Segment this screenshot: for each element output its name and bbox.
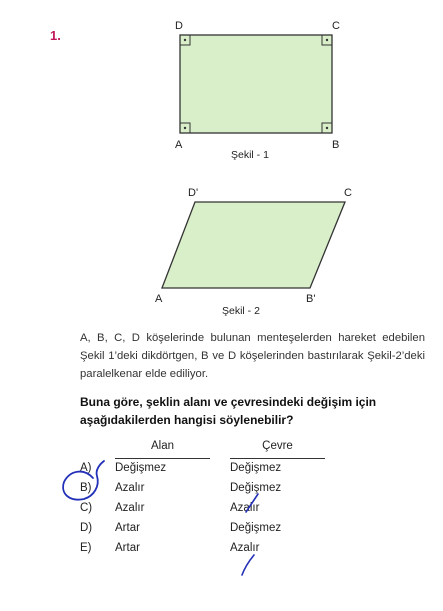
figure-2-parallelogram [155, 187, 352, 317]
option-cevre-value: Azalır [230, 542, 260, 554]
vertex-label-d-prime: D' [188, 187, 199, 199]
column-rule-cevre [230, 458, 325, 459]
vertex-label-a: A [155, 293, 163, 305]
option-letter: D) [80, 522, 93, 534]
option-cevre-value: Değişmez [230, 482, 282, 494]
option-alan-value: Artar [115, 542, 140, 554]
option-alan-value: Azalır [115, 502, 145, 514]
option-a[interactable] [80, 462, 340, 480]
question-text: A, B, C, D köşelerinde bulunan menteşelerden hareket edebilen Şekil 1’deki dikdörtgen, B ve D köşelerinden bastırılarak Şekil-2’deki paralelkenar elde ediliyor. [80, 332, 425, 380]
column-header-alan: Alan [150, 440, 175, 452]
question-number: 1. [50, 28, 61, 43]
vertex-label-d: D [175, 20, 183, 32]
vertex-label-c: C [332, 20, 340, 32]
question-prompt: Buna göre, şeklin alanı ve çevresindeki değişim için aşağıdakilerden hangisi söylenebilir? [80, 395, 377, 427]
option-letter: E) [80, 542, 92, 554]
option-d[interactable] [80, 522, 340, 540]
option-cevre-value: Azalır [230, 502, 260, 514]
option-b[interactable] [80, 482, 340, 500]
figure-1-rectangle [175, 20, 340, 161]
option-cevre-value: Değişmez [230, 522, 282, 534]
option-alan-value: Artar [115, 522, 140, 534]
vertex-label-c: C [344, 187, 352, 199]
vertex-label-a: A [175, 139, 183, 151]
option-cevre-value: Değişmez [230, 462, 282, 474]
rectangle-shape [180, 35, 332, 133]
option-alan-value: Değişmez [115, 462, 167, 474]
option-letter: B) [80, 482, 92, 494]
option-letter: A) [80, 462, 92, 474]
vertex-label-b-prime: B' [306, 293, 316, 305]
figure-1-caption: Şekil - 1 [231, 149, 269, 161]
figure-2-caption: Şekil - 2 [222, 305, 260, 317]
option-letter: C) [80, 502, 93, 514]
option-alan-value: Azalır [115, 482, 145, 494]
column-header-cevre: Çevre [262, 440, 293, 452]
column-rule-alan [115, 458, 210, 459]
parallelogram-shape [162, 202, 345, 288]
option-c[interactable] [80, 502, 340, 520]
vertex-label-b: B [332, 139, 340, 151]
option-e[interactable] [80, 542, 340, 560]
